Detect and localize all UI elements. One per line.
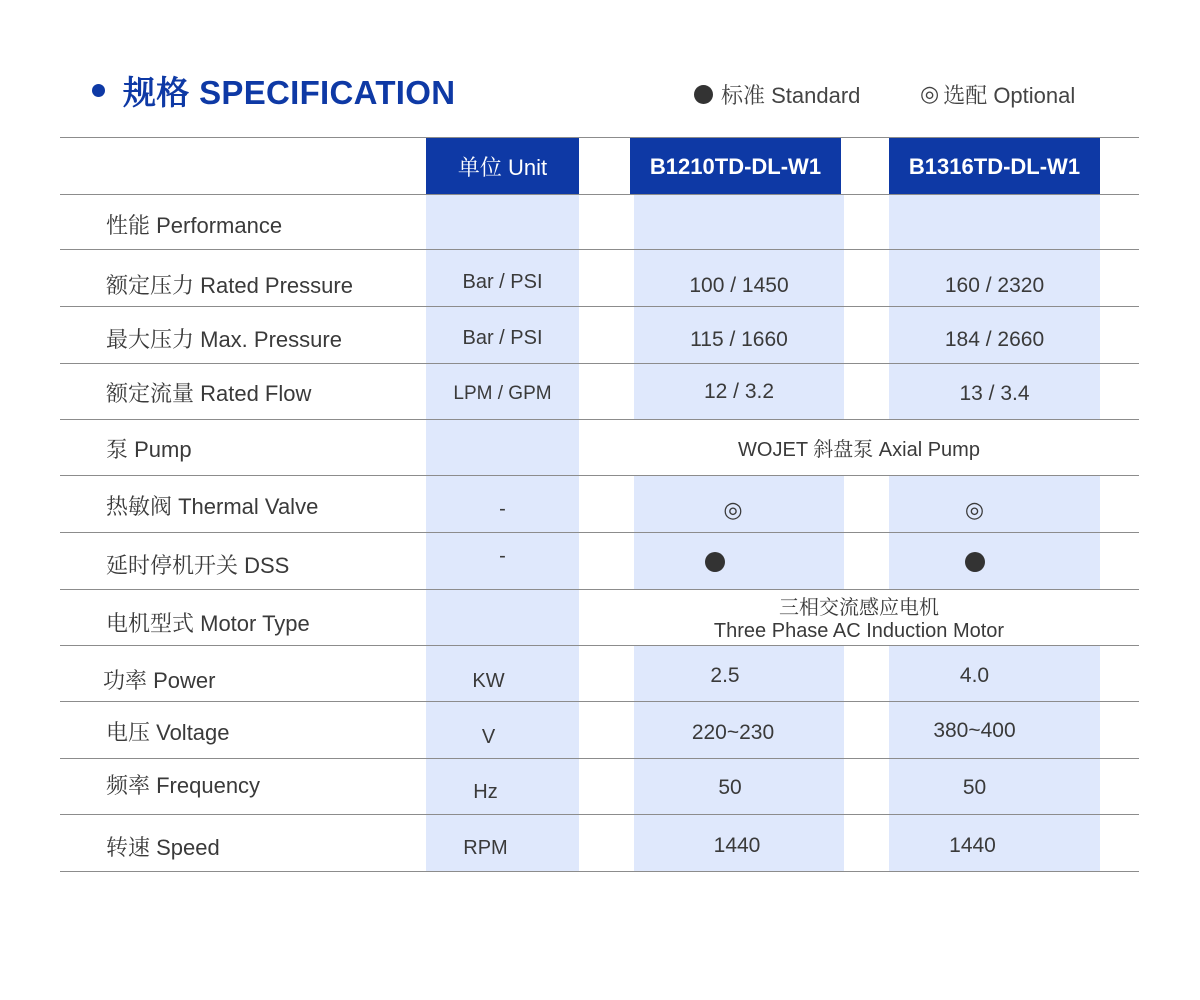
value-rated-pressure-model-2: 160 / 2320 (944, 274, 1045, 297)
unit-thermal-valve: - (499, 497, 506, 520)
legend-standard (694, 78, 860, 110)
table-rule (60, 475, 1139, 476)
row-label-speed: 转速 Speed (106, 834, 220, 860)
page-heading (92, 68, 455, 112)
value-dss-model-2 (889, 534, 1100, 590)
optional-ring-icon: ◎ (723, 497, 743, 523)
row-label-motor-type: 电机型式 Motor Type (106, 610, 310, 636)
row-label-power: 功率 Power (103, 667, 216, 693)
table-rule (60, 194, 1139, 195)
value-voltage-model-1: 220~230 (691, 721, 775, 744)
unit-rated-flow: LPM / GPM (453, 383, 552, 404)
value-power-model-2: 4.0 (959, 664, 990, 687)
row-label-pump: 泵 Pump (106, 436, 192, 462)
optional-ring-icon: ◎ (964, 497, 985, 523)
value-max-pressure-model-2: 184 / 2660 (944, 328, 1045, 351)
unit-speed: RPM (463, 836, 508, 859)
motor-type-chinese: 三相交流感应电机 (779, 597, 939, 619)
value-frequency-model-1: 50 (718, 776, 742, 799)
value-dss-model-1 (634, 534, 844, 590)
unit-dss: - (499, 544, 506, 567)
row-label-rated-flow: 额定流量 Rated Flow (106, 380, 312, 406)
motor-type-english: Three Phase AC Induction Motor (713, 620, 1005, 642)
row-label-voltage: 电压 Voltage (106, 719, 230, 745)
value-thermal-valve-model-1 (634, 482, 844, 538)
value-rated-flow-model-1: 12 / 3.2 (703, 380, 775, 403)
unit-rated-pressure: Bar / PSI (462, 270, 543, 293)
legend-standard-label: 标准 Standard (721, 82, 861, 108)
value-frequency-model-2: 50 (962, 776, 987, 799)
row-label-frequency: 频率 Frequency (106, 772, 261, 798)
value-speed-model-2: 1440 (949, 834, 996, 857)
page-title: 规格 SPECIFICATION (123, 73, 456, 111)
row-label-rated-pressure: 额定压力 Rated Pressure (106, 272, 353, 298)
header-unit: 单位 Unit (426, 138, 579, 195)
standard-dot-icon (705, 552, 725, 572)
header-model-2: B1316TD-DL-W1 (889, 138, 1100, 195)
row-label-dss: 延时停机开关 DSS (106, 552, 290, 578)
value-rated-pressure-model-1: 100 / 1450 (689, 274, 789, 297)
unit-power: KW (472, 669, 505, 692)
bullet-dot-icon (92, 84, 105, 97)
standard-dot-icon (694, 85, 713, 104)
value-power-model-1: 2.5 (710, 664, 740, 687)
header-model-1: B1210TD-DL-W1 (630, 138, 841, 195)
value-voltage-model-2: 380~400 (933, 719, 1016, 742)
legend-optional-label: 选配 Optional (943, 82, 1076, 108)
value-max-pressure-model-1: 115 / 1660 (690, 328, 788, 351)
row-label-max-pressure: 最大压力 Max. Pressure (106, 326, 342, 352)
row-label-performance: 性能 Performance (106, 212, 283, 238)
value-motor-type (580, 592, 1138, 648)
legend-optional (920, 78, 1075, 110)
value-speed-model-1: 1440 (713, 834, 761, 857)
standard-dot-icon (965, 552, 985, 572)
row-label-thermal-valve: 热敏阀 Thermal Valve (106, 493, 319, 519)
optional-ring-icon: ◎ (920, 81, 940, 107)
table-rule (60, 137, 1139, 138)
unit-frequency: Hz (473, 780, 498, 803)
value-rated-flow-model-2: 13 / 3.4 (959, 382, 1030, 405)
unit-voltage: V (481, 725, 496, 748)
unit-max-pressure: Bar / PSI (462, 326, 543, 349)
value-thermal-valve-model-2 (889, 482, 1100, 538)
value-pump: WOJET 斜盘泵 Axial Pump (738, 438, 980, 461)
